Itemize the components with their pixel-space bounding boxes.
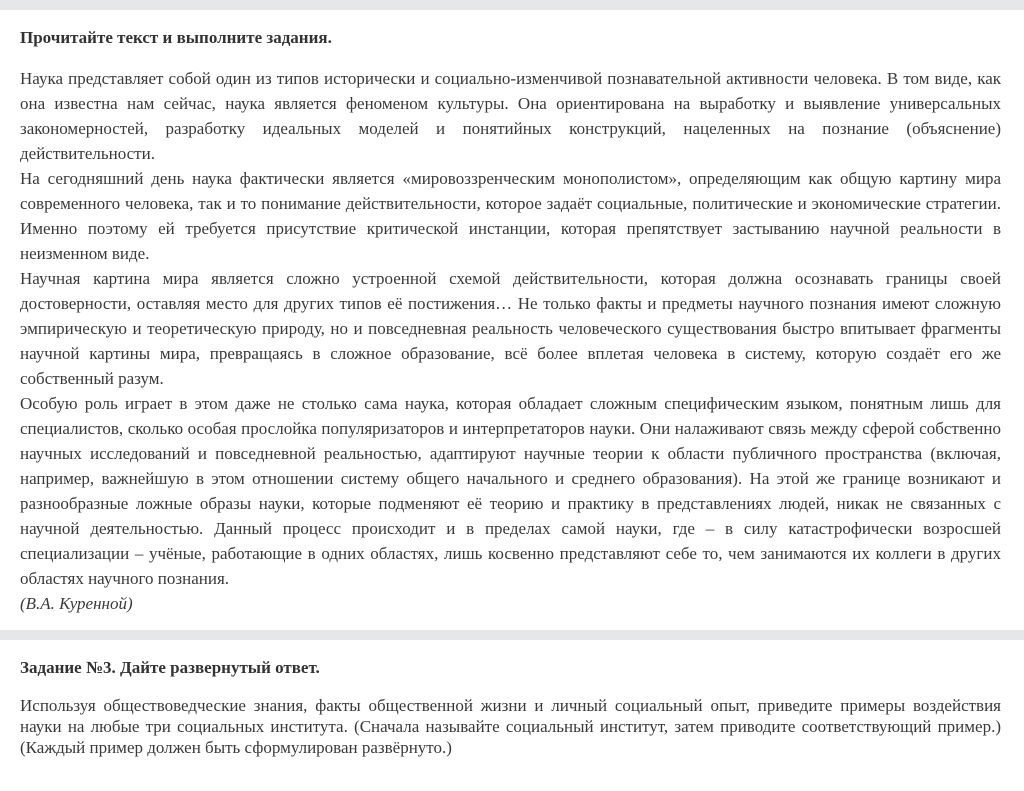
reading-paragraph: Научная картина мира является сложно устроенной схемой действительности, которая должна осознавать границы своей достоверности, оставляя место для других типов её постижения… Не только факты и предметы научного познания имеют сложную эмпирическую и теоретическую природу, но и повседневная реальность человеческого существования быстро впитывает фрагменты научной картины мира, превращаясь в сложное образование, всё более вплетая человека в систему, которую создаёт его же собственный разум. xyxy=(20,269,1001,388)
reading-paragraph: Особую роль играет в этом даже не столько сама наука, которая обладает сложным специфическим языком, понятным лишь для специалистов, сколько особая прослойка популяризаторов и интерпретаторов науки. Они налаживают связь между сферой собственно научных исследований и повседневной реальностью, адаптируют научные теории к области публичного пространства (включая, например, важнейшую в этом отношении систему общего начального и среднего образования). На этой же границе возникают и разнообразные ложные образы науки, которые подменяют её теорию и практику в представлениях людей, никак не связанных с научной деятельностью. Данный процесс происходит и в пределах самой науки, где – в силу катастрофически возросшей специализации – учёные, работающие в одних областях, лишь косвенно представляют себе то, чем занимаются их коллеги в других областях научного познания. xyxy=(20,394,1001,588)
reading-paragraph: Наука представляет собой один из типов исторически и социально-изменчивой познавательной активности человека. В том виде, как она известна нам сейчас, наука является феноменом культуры. Она ориентирована на выработку и выявление универсальных закономерностей, разработку идеальных моделей и понятийных конструкций, нацеленных на познание (объяснение) действительности. xyxy=(20,69,1001,163)
task-heading: Задание №3. Дайте развернутый ответ. xyxy=(20,658,320,677)
author-attribution: (В.А. Куренной) xyxy=(20,594,133,613)
task-text xyxy=(20,695,1001,758)
task-instruction: Используя обществоведческие знания, факты общественной жизни и личный социальный опыт, приведите примеры воздействия науки на любые три социальных института. (Сначала называйте социальный институт, затем приводите соответствующий пример.) (Каждый пример должен быть сформулирован развёрнуто.) xyxy=(20,696,1001,757)
reading-paragraph: На сегодняшний день наука фактически является «мировоззренческим монополистом», определяющим как общую картину мира современного человека, так и то понимание действительности, которое задаёт социальные, политические и экономические стратегии. Именно поэтому ей требуется присутствие критической инстанции, которая препятствует застыванию научной реальности в неизменном виде. xyxy=(20,169,1001,263)
top-divider xyxy=(0,0,1024,10)
reading-heading: Прочитайте текст и выполните задания. xyxy=(20,28,332,47)
reading-text xyxy=(20,66,1001,616)
section-divider xyxy=(0,630,1024,640)
